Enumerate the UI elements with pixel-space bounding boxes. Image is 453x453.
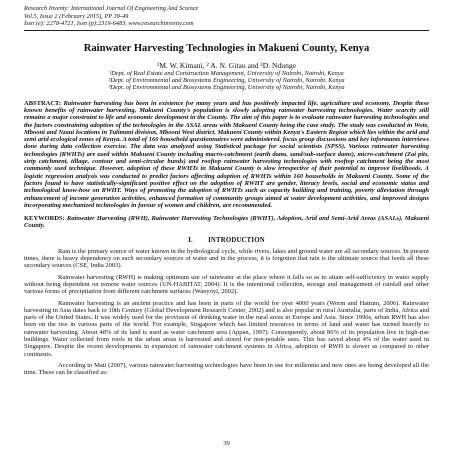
journal-volume: Vol.5, Issue 2 (February 2015), PP 39-49 [24,12,129,20]
affiliations [24,70,429,92]
affiliation-3: ³Dept. of Environmental and Biosystems Engineering, University of Nairobi, Nairobi, Kenya [108,84,345,92]
paragraph: According to Mati (2007), various rainwater harvesting technologies have been in use for millennia and new ones are being developed all the time. These can be classified as: [24,361,429,377]
paragraph: Rainwater harvesting is an ancient practice and has been in parts of the world for over 4000 years (Worm and Hattum, 2006). Rainwater harvesting in Asia dates back to 10th Century (Global Development Research Center, 2002) and is also popular in rural Australia, parts of India, Africa and parts of the United States. It was widely used for the provision of drinking water in the rural areas in Europe and Asia. Since 1990s, urban RWH has also been on the rise in various parts of the world. For example, Singapore which has limited resources in terms of land and water has turned heavily to rainwater harvesting. About 48% of its land is used as water catchment area (Appan, 1997). Consequently, about 86% of its population live in high-rise buildings. Water collected from roofs in the urban areas is harvested and stored for non-potable uses. This has saved about 4% of the water used in Singapore. Despite the recent developments in expansion of rainwater catchment systems in Africa, adoption of RWH is slower as compared to other continents. [24,299,429,358]
authors: ¹M. W. Kimani, ² A. N. Gitau and ³D. Ndunge [156,60,297,70]
abstract-text: Rainwater harvesting has been in existence for many years and has positively impacted life, agriculture and economy. Despite these known benefits of rainwater harvesting, Makueni County's population is slowly adopting rainwater harvesting technologies. Water scarcity still remains a major constraint to life and economic development in the County. The aim of this paper is to evaluate rainwater harvesting technologies and the factors constraining adoption of the technologies in the ASAL areas with Makueni County being the case study. The study was conducted in Wote, Mbooni and Nzaui locations in Tulimani division, Mbooni West district, Makueni County within Kenya's Eastern Region which lies within the arid and semi arid ecological zones of Kenya. A total of 160 household questionnaires were administered, focus group discussions and key informants interviews done during data collection exercise. The data was analyzed using Statistical package for social scientists (SPSS). Various rainwater harvesting technologies (RWHTs) are used within Makueni County including macro-catchment (earth dams, sand/sub-surface dams), micro-catchment (Zai pits, strip catchment, tillage, contour and semi-circular bunds) and rooftop rainwater harvesting technologies with rooftop catchment being the most commonly used technique. However, adoption of these RWHTs in Makueni County is slow irrespective of their potential to improve livelihoods. A logistic regression analysis was conducted to predict factors affecting adoption of RWHTs within 160 households in Makueni County. Some of the factors found to have statistically-significant positive effect on the adoption of RWHT are gender, literacy levels, social and economic status and technological know-how on RWHT. Ways of promoting the adoption of RWHTs such as capacity building and training, poverty alleviation through enhancement of income generation activities, enhanced formation of community groups aimed at water development activities, and improved designs incorporating mechanized technologies in favour of women and children, are recommended. [24,99,429,209]
abstract [24,100,429,209]
paragraph: Rain is the primary source of water known in the hydrological cycle, while rivers, lakes and ground water are all secondary sources. In present times, there is heavy dependency on such secondary sources of water and in the process, it is forgotten that rain is the ultimate source that feeds all these secondary sources (CSE, India 2003). [24,247,429,270]
keywords-text: Rainwater Harvesting (RWH), Rainwater Harvesting Technologies (RWHT), Adoption, Arid and Semi-Arid Areas (ASALs), Makueni County. [24,215,430,230]
section-heading-introduction: I. INTRODUCTION [188,236,265,244]
abstract-heading: ABSTRACT: [24,99,62,107]
paragraph: Rainwater harvesting (RWH) is making optimum use of rainwater at the place where it falls so as to attain self-sufficiency in water supply without being dependent on remote water sources (UN-HABITAT, 2004). It is the intentional collection, storage and management of rainfall and other various forms of precipitation from different catchment surfaces (Wanyoyi, 2002). [24,273,429,296]
paper-title: Rainwater Harvesting Technologies in Makueni County, Kenya [83,42,370,54]
journal-name: Research Inventy: International Journal Of Engineering And Science [24,5,199,12]
keywords [24,215,429,230]
affiliation-2: ²Dept. of Environmental and Biosystems Engineering, University of Nairobi, Nairobi, Kenya [108,77,345,85]
affiliation-1: ¹Dept. of Real Estate and Construction Management, University of Nairobi, Nairobi, Kenya [109,69,344,77]
journal-header [24,5,429,28]
keywords-heading: KEYWORDS: [24,215,65,223]
journal-issn: Issn (e): 2278-4721, Issn (p):2319-6483, www.researchinventy.com [24,20,194,28]
header-rule [24,30,429,31]
page-number: 39 [223,440,230,447]
